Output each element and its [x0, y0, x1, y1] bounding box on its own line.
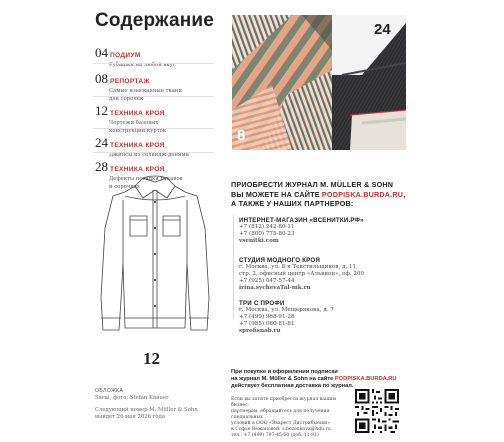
subscribe-link[interactable]: PODPISKA.BURDA.RU	[321, 189, 404, 199]
corporate-info	[231, 397, 349, 439]
photo-page-number: 8	[237, 127, 246, 144]
subscribe-block	[231, 180, 405, 209]
denim-photo	[332, 15, 406, 150]
shop-phone: +7 (925) 047-57-44	[239, 278, 295, 284]
jacket-technical-drawing	[95, 168, 215, 338]
qr-code[interactable]	[355, 389, 399, 433]
toc-description: Рубашки на любой вкус	[109, 62, 176, 68]
toc-description: Чертежи базовых	[109, 120, 159, 126]
toc-page-number: 08	[95, 71, 108, 86]
illustration-page-number: 12	[143, 349, 160, 368]
toc-divider	[94, 96, 214, 97]
toc-section-title: ПОДИУМ	[110, 52, 141, 59]
next-issue-date: выйдет 26 мая 2026 года	[95, 414, 166, 420]
toc-section-title: ТЕХНИКА КРОЯ	[110, 166, 165, 173]
shop-phone: +7 (499) 968-91-28	[239, 314, 295, 320]
shop-phone: +7 (800) 775-80-23	[239, 231, 295, 237]
cover-credits	[95, 388, 225, 421]
toc-description: и сорочках	[109, 184, 140, 190]
striped-fabric-photo	[232, 15, 332, 150]
shop-name: СТУДИЯ МОДНОГО КРОЯ	[239, 257, 320, 264]
toc-divider	[94, 128, 214, 129]
shop-address: г. Москва, ул. Мещерякова, д. 7	[239, 307, 334, 313]
shop-site-link[interactable]: irina.sychevaTal-mk.ru	[239, 285, 311, 291]
shop-studio	[239, 257, 364, 292]
shop-address: г. Москва, ул. 8-я Текстильщиков, д. 11,	[239, 264, 358, 270]
page-title: Содержание	[95, 10, 215, 31]
next-issue-line: Следующий номер M. Müller & Sohn	[95, 407, 198, 413]
shop-tri-s-profi	[239, 300, 334, 335]
promo-line-3: действует бесплатная доставка по журнал.	[231, 383, 354, 390]
toc-item-report[interactable]	[95, 68, 217, 103]
shop-name: ТРИ С ПРОФИ	[239, 300, 285, 307]
shop-phone: +7 (985) 060-81-81	[239, 321, 295, 327]
toc-page-number: 12	[95, 103, 108, 118]
toc-description: Самые изысканные ткани	[109, 88, 182, 94]
promo-line-1: При покупке и оформлении подписки	[231, 369, 338, 375]
toc-item-cutting-24[interactable]	[95, 132, 217, 159]
promo-line-2: на журнал M. Müller & Sohn на сайте	[231, 376, 335, 383]
toc-item-cutting-12[interactable]	[95, 100, 217, 135]
promo-link[interactable]: PODPISKA.BURDA.RU	[334, 376, 397, 383]
shop-vsenitki	[239, 217, 364, 245]
cover-caption: ОБЛОЖКА	[95, 388, 124, 394]
corporate-line: к Софье Вежановой: s.bezenkova@hdu.ru,	[231, 427, 333, 432]
toc-description: для сорочек	[109, 96, 144, 102]
shop-phone: +7 (812) 242-80-11	[239, 224, 295, 230]
shop-address: стр. 2, офисный центр «Альвион», оф. 209	[239, 271, 365, 277]
shops-divider	[233, 215, 234, 319]
photo-page-number: 24	[374, 21, 391, 38]
striped-fabric-image	[232, 15, 332, 150]
toc-divider	[94, 152, 214, 153]
shop-site-link[interactable]: sprofisnab.ru	[239, 328, 281, 334]
corporate-line: тел.: +7 (499) 797-45-60 (доб. 11-91)	[231, 433, 319, 438]
shop-site-link[interactable]: vsenitki.com	[239, 238, 279, 244]
toc-description: Джинсы из селвидж-денима	[109, 152, 189, 158]
toc-section-title: ТЕХНИКА КРОЯ	[110, 142, 165, 149]
toc-page-number: 24	[95, 135, 108, 150]
toc-description: конструкций курток	[109, 128, 167, 134]
promo-block	[231, 369, 461, 391]
toc-item-podium[interactable]	[95, 42, 217, 69]
toc-section-title: ТЕХНИКА КРОЯ	[110, 110, 165, 117]
toc-page-number: 28	[95, 159, 108, 174]
denim-image	[332, 15, 406, 150]
subscribe-line-3: А ТАКЖЕ У НАШИХ ПАРТНЕРОВ:	[231, 199, 354, 209]
toc-page-number: 04	[95, 45, 108, 60]
cover-credit: Sacai, фото: Stefan Knauer	[95, 395, 169, 401]
shop-name: ИНТЕРНЕТ-МАГАЗИН «ВСЕНИТКИ.РФ»	[239, 217, 364, 224]
corporate-line: условий в ООО «Эварест Дистрибьюшн»	[231, 421, 331, 426]
subscribe-line-2: ВЫ МОЖЕТЕ НА САЙТЕ	[231, 189, 322, 199]
corporate-line: Если вы хотите приобрести журнал вашим бизнес-	[231, 397, 336, 408]
toc-section-title: РЕПОРТАЖ	[110, 78, 150, 85]
subscribe-comma: ,	[403, 189, 406, 199]
toc-divider	[94, 63, 214, 64]
corporate-line: партнерам, обращайтесь для получения специальных	[231, 409, 330, 420]
subscribe-line-1: ПРИОБРЕСТИ ЖУРНАЛ M. MÜLLER & SOHN	[231, 180, 394, 189]
toc-description: Дефекты посадки рукавов	[109, 176, 183, 182]
